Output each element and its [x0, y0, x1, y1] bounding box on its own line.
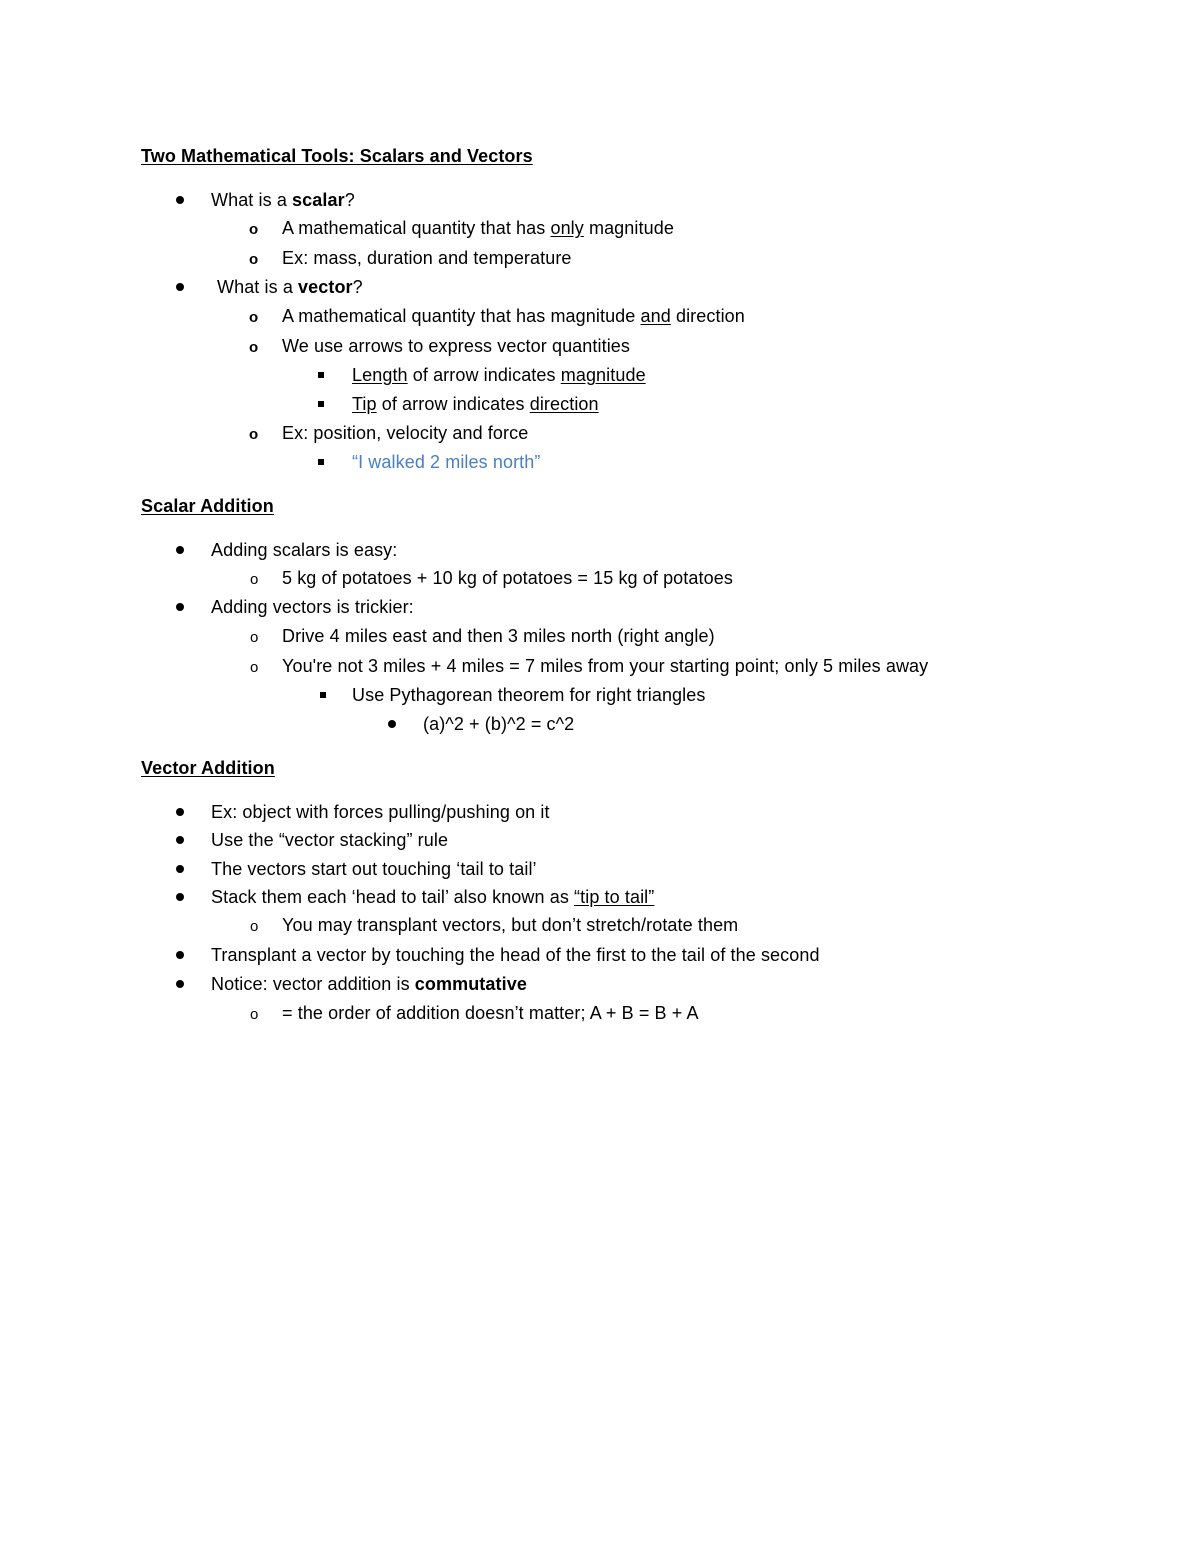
text: of arrow indicates	[376, 394, 530, 414]
bullet-o-icon: o	[250, 918, 259, 935]
text: ?	[352, 277, 363, 297]
list-item-length	[352, 364, 646, 386]
bold-term-scalar: scalar	[292, 190, 345, 210]
list-item-not-seven-miles: You're not 3 miles + 4 miles = 7 miles from your starting point; only 5 miles away	[282, 656, 929, 676]
bullet-disc-icon	[176, 196, 184, 204]
list-item-head-to-tail	[211, 886, 654, 908]
list-item-tail-to-tail: The vectors start out touching ‘tail to tail’	[211, 859, 537, 879]
list-item-tip	[352, 393, 599, 415]
bullet-o-icon: o	[249, 221, 259, 238]
underlined-word-and: and	[640, 306, 671, 326]
bullet-o-icon: o	[250, 571, 259, 588]
list-item-order: = the order of addition doesn’t matter; A + B = B + A	[282, 1003, 699, 1023]
heading-vector-addition: Vector Addition	[141, 758, 275, 778]
text: A mathematical quantity that has	[282, 218, 551, 238]
text: What is a	[211, 190, 293, 210]
bullet-o-icon: o	[249, 426, 259, 443]
list-item-vector-definition	[282, 305, 745, 327]
list-item-vector-question	[217, 276, 363, 298]
text: of arrow indicates	[407, 365, 561, 385]
underlined-word-direction: direction	[529, 394, 599, 414]
quote-walked-north: “I walked 2 miles north”	[352, 452, 541, 472]
bullet-disc-icon	[176, 283, 184, 291]
list-item-commutative	[211, 973, 527, 995]
bullet-o-icon: o	[249, 251, 259, 268]
bullet-o-icon: o	[250, 659, 259, 676]
underlined-word-tip: Tip	[352, 394, 377, 414]
bold-term-commutative: commutative	[414, 974, 527, 994]
list-item-potatoes: 5 kg of potatoes + 10 kg of potatoes = 15 kg of potatoes	[282, 568, 733, 588]
text: direction	[670, 306, 745, 326]
list-item-transplant-how: Transplant a vector by touching the head of the first to the tail of the second	[211, 945, 820, 965]
bullet-disc-icon	[176, 546, 184, 554]
list-item-pythagorean: Use Pythagorean theorem for right triangles	[352, 685, 706, 705]
bullet-disc-icon	[176, 951, 184, 959]
text: What is a	[217, 277, 299, 297]
heading-two-mathematical-tools: Two Mathematical Tools: Scalars and Vectors	[141, 146, 533, 166]
list-item-vector-stacking: Use the “vector stacking” rule	[211, 830, 449, 850]
bullet-o-icon: o	[249, 309, 259, 326]
underlined-word-magnitude: magnitude	[560, 365, 646, 385]
list-item-scalar-definition	[282, 217, 674, 239]
underlined-word-only: only	[550, 218, 584, 238]
list-item-formula: (a)^2 + (b)^2 = c^2	[423, 714, 575, 734]
list-item-vector-examples: Ex: position, velocity and force	[282, 423, 529, 443]
bullet-square-icon	[318, 372, 324, 378]
list-item-scalar-examples: Ex: mass, duration and temperature	[282, 248, 572, 268]
bullet-square-icon	[318, 401, 324, 407]
list-item-adding-vectors: Adding vectors is trickier:	[211, 597, 414, 617]
bullet-disc-icon	[176, 603, 184, 611]
heading-scalar-addition: Scalar Addition	[141, 496, 274, 516]
list-item-adding-scalars: Adding scalars is easy:	[211, 540, 398, 560]
underlined-phrase-tip-to-tail: “tip to tail”	[574, 887, 655, 907]
bullet-disc-icon	[176, 980, 184, 988]
text: A mathematical quantity that has magnitude	[282, 306, 641, 326]
bullet-disc-icon	[176, 836, 184, 844]
bold-term-vector: vector	[298, 277, 353, 297]
list-item-may-transplant: You may transplant vectors, but don’t stretch/rotate them	[282, 915, 739, 935]
bullet-disc-icon	[176, 808, 184, 816]
text: ?	[344, 190, 355, 210]
bullet-square-icon	[318, 459, 324, 465]
bullet-o-icon: o	[250, 1006, 259, 1023]
bullet-o-icon: o	[249, 339, 259, 356]
list-item-drive: Drive 4 miles east and then 3 miles north (right angle)	[282, 626, 715, 646]
text: Notice: vector addition is	[211, 974, 415, 994]
text: Stack them each ‘head to tail’ also known as	[211, 887, 575, 907]
bullet-disc-icon	[388, 720, 396, 728]
bullet-square-icon	[320, 692, 326, 698]
list-item-object-forces: Ex: object with forces pulling/pushing on it	[211, 802, 550, 822]
text: magnitude	[583, 218, 674, 238]
underlined-word-length: Length	[352, 365, 408, 385]
list-item-scalar-question	[211, 189, 355, 211]
list-item-arrows: We use arrows to express vector quantities	[282, 336, 631, 356]
bullet-disc-icon	[176, 865, 184, 873]
bullet-disc-icon	[176, 893, 184, 901]
bullet-o-icon: o	[250, 629, 259, 646]
